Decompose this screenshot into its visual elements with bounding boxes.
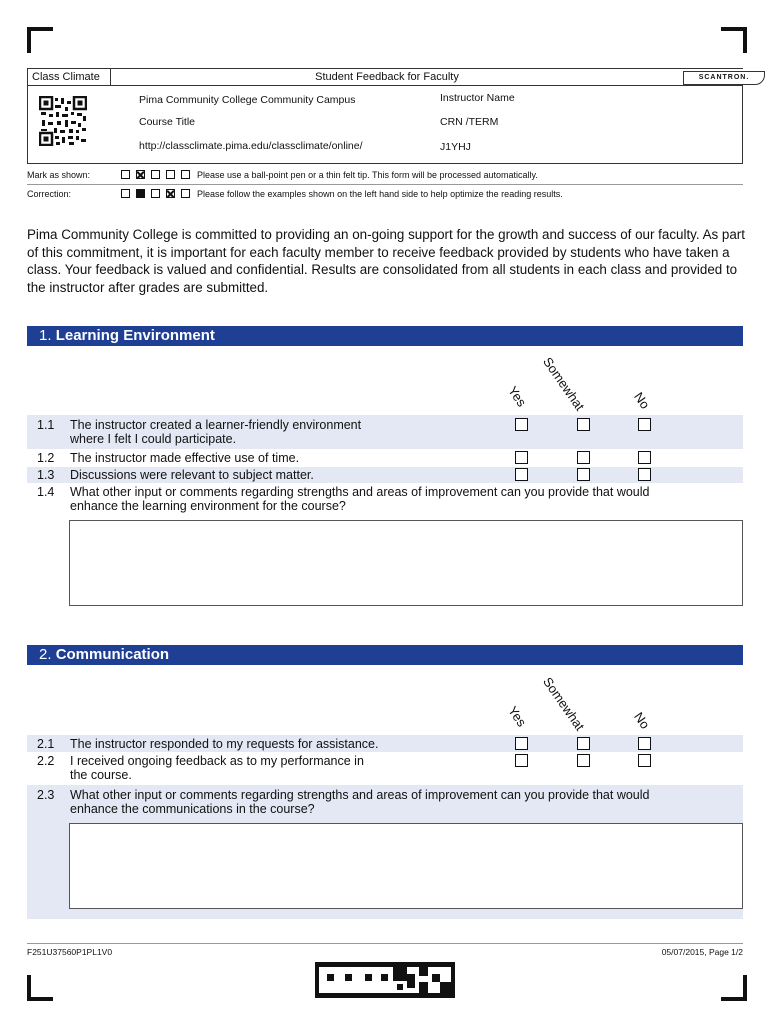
registration-mark-top-right (721, 27, 747, 53)
course-info-box (27, 84, 743, 164)
scantron-logo: SCANTRON. (683, 71, 765, 85)
example-box-empty (181, 170, 190, 179)
question-text: The instructor responded to my requests for assistance. (70, 737, 379, 751)
intro-paragraph: Pima Community College is committed to providing an on-going support for the growth and success of our faculty. As part of this commitment, it is important for each faculty member to receive feedback provided by students who have taken a class. Your feedback is valued and confidential. Results are consolidated from all students in each class and provided to the instructor after grades are submitted. (27, 227, 745, 295)
scale-label-yes: Yes (505, 703, 530, 730)
section-header-communication (27, 645, 743, 665)
question-number: 1.1 (37, 418, 55, 432)
correction-instruction: Please follow the examples shown on the left hand side to help optimize the reading results. (197, 189, 563, 199)
q2-1-no-checkbox[interactable] (638, 737, 651, 750)
q1-1-somewhat-checkbox[interactable] (577, 418, 590, 431)
q1-2-somewhat-checkbox[interactable] (577, 451, 590, 464)
q1-2-no-checkbox[interactable] (638, 451, 651, 464)
question-text: The instructor created a learner-friendly environment (70, 418, 362, 432)
registration-mark-bottom-right (721, 975, 747, 1001)
mark-as-shown-label: Mark as shown: (27, 170, 91, 180)
q1-2-yes-checkbox[interactable] (515, 451, 528, 464)
example-box-crossed (166, 189, 175, 198)
scale-label-no: No (631, 389, 653, 412)
date-page: 05/07/2015, Page 1/2 (661, 947, 743, 957)
barcode-icon (315, 962, 455, 998)
example-box-empty (181, 189, 190, 198)
survey-url: http://classclimate.pima.edu/classclimate/online/ (139, 140, 363, 152)
comment-box-communication[interactable] (69, 823, 743, 909)
scale-label-somewhat: Somewhat (540, 354, 588, 414)
q1-3-somewhat-checkbox[interactable] (577, 468, 590, 481)
mark-instruction: Please use a ball-point pen or a thin felt tip. This form will be processed automatically. (197, 170, 538, 180)
question-text-cont: the course. (70, 768, 132, 782)
registration-mark-top-left (27, 27, 53, 53)
question-number: 2.2 (37, 754, 55, 768)
q2-2-somewhat-checkbox[interactable] (577, 754, 590, 767)
correction-label: Correction: (27, 189, 72, 199)
question-text: What other input or comments regarding strengths and areas of improvement can you provide that would (70, 485, 650, 499)
form-title: Student Feedback for Faculty (315, 71, 459, 83)
question-text: What other input or comments regarding strengths and areas of improvement can you provide that would (70, 788, 650, 802)
q1-3-no-checkbox[interactable] (638, 468, 651, 481)
question-number: 1.3 (37, 468, 55, 482)
form-code: J1YHJ (440, 141, 471, 153)
example-box-empty (121, 189, 130, 198)
q2-1-somewhat-checkbox[interactable] (577, 737, 590, 750)
q1-3-yes-checkbox[interactable] (515, 468, 528, 481)
campus-text: Pima Community College Community Campus (139, 94, 356, 106)
question-number: 2.1 (37, 737, 55, 751)
q2-2-no-checkbox[interactable] (638, 754, 651, 767)
form-id: F251U37560P1PL1V0 (27, 947, 113, 957)
scale-label-no: No (631, 709, 653, 732)
qr-code-icon (39, 96, 87, 146)
class-climate-label: Class Climate (27, 69, 111, 85)
question-number: 1.2 (37, 451, 55, 465)
question-number: 1.4 (37, 485, 55, 499)
question-text: The instructor made effective use of time. (70, 451, 300, 465)
question-text-cont: where I felt I could participate. (70, 432, 237, 446)
q2-1-yes-checkbox[interactable] (515, 737, 528, 750)
q2-2-yes-checkbox[interactable] (515, 754, 528, 767)
example-box-empty (151, 189, 160, 198)
scale-label-yes: Yes (505, 383, 530, 410)
question-number: 2.3 (37, 788, 55, 802)
section-header-learning-environment (27, 326, 743, 346)
course-title-label: Course Title (139, 116, 196, 128)
section-title: Communication (55, 646, 170, 663)
crn-term-label: CRN /TERM (440, 116, 499, 128)
example-box-empty (166, 170, 175, 179)
example-box-empty (121, 170, 130, 179)
scale-label-somewhat: Somewhat (540, 674, 588, 734)
footer-divider (27, 943, 743, 944)
question-text-cont: enhance the communications in the course? (70, 802, 315, 816)
q1-1-no-checkbox[interactable] (638, 418, 651, 431)
comment-box-learning-environment[interactable] (69, 520, 743, 606)
example-box-crossed (136, 170, 145, 179)
section-number: 1. (39, 327, 52, 344)
example-box-empty (151, 170, 160, 179)
section-number: 2. (39, 646, 52, 663)
question-text: I received ongoing feedback as to my performance in (70, 754, 364, 768)
question-text: Discussions were relevant to subject matter. (70, 468, 314, 482)
example-box-filled (136, 189, 145, 198)
question-text-cont: enhance the learning environment for the course? (70, 499, 346, 513)
instructor-name-label: Instructor Name (440, 92, 515, 104)
divider (27, 184, 743, 185)
q1-1-yes-checkbox[interactable] (515, 418, 528, 431)
section-title: Learning Environment (55, 327, 215, 344)
registration-mark-bottom-left (27, 975, 53, 1001)
